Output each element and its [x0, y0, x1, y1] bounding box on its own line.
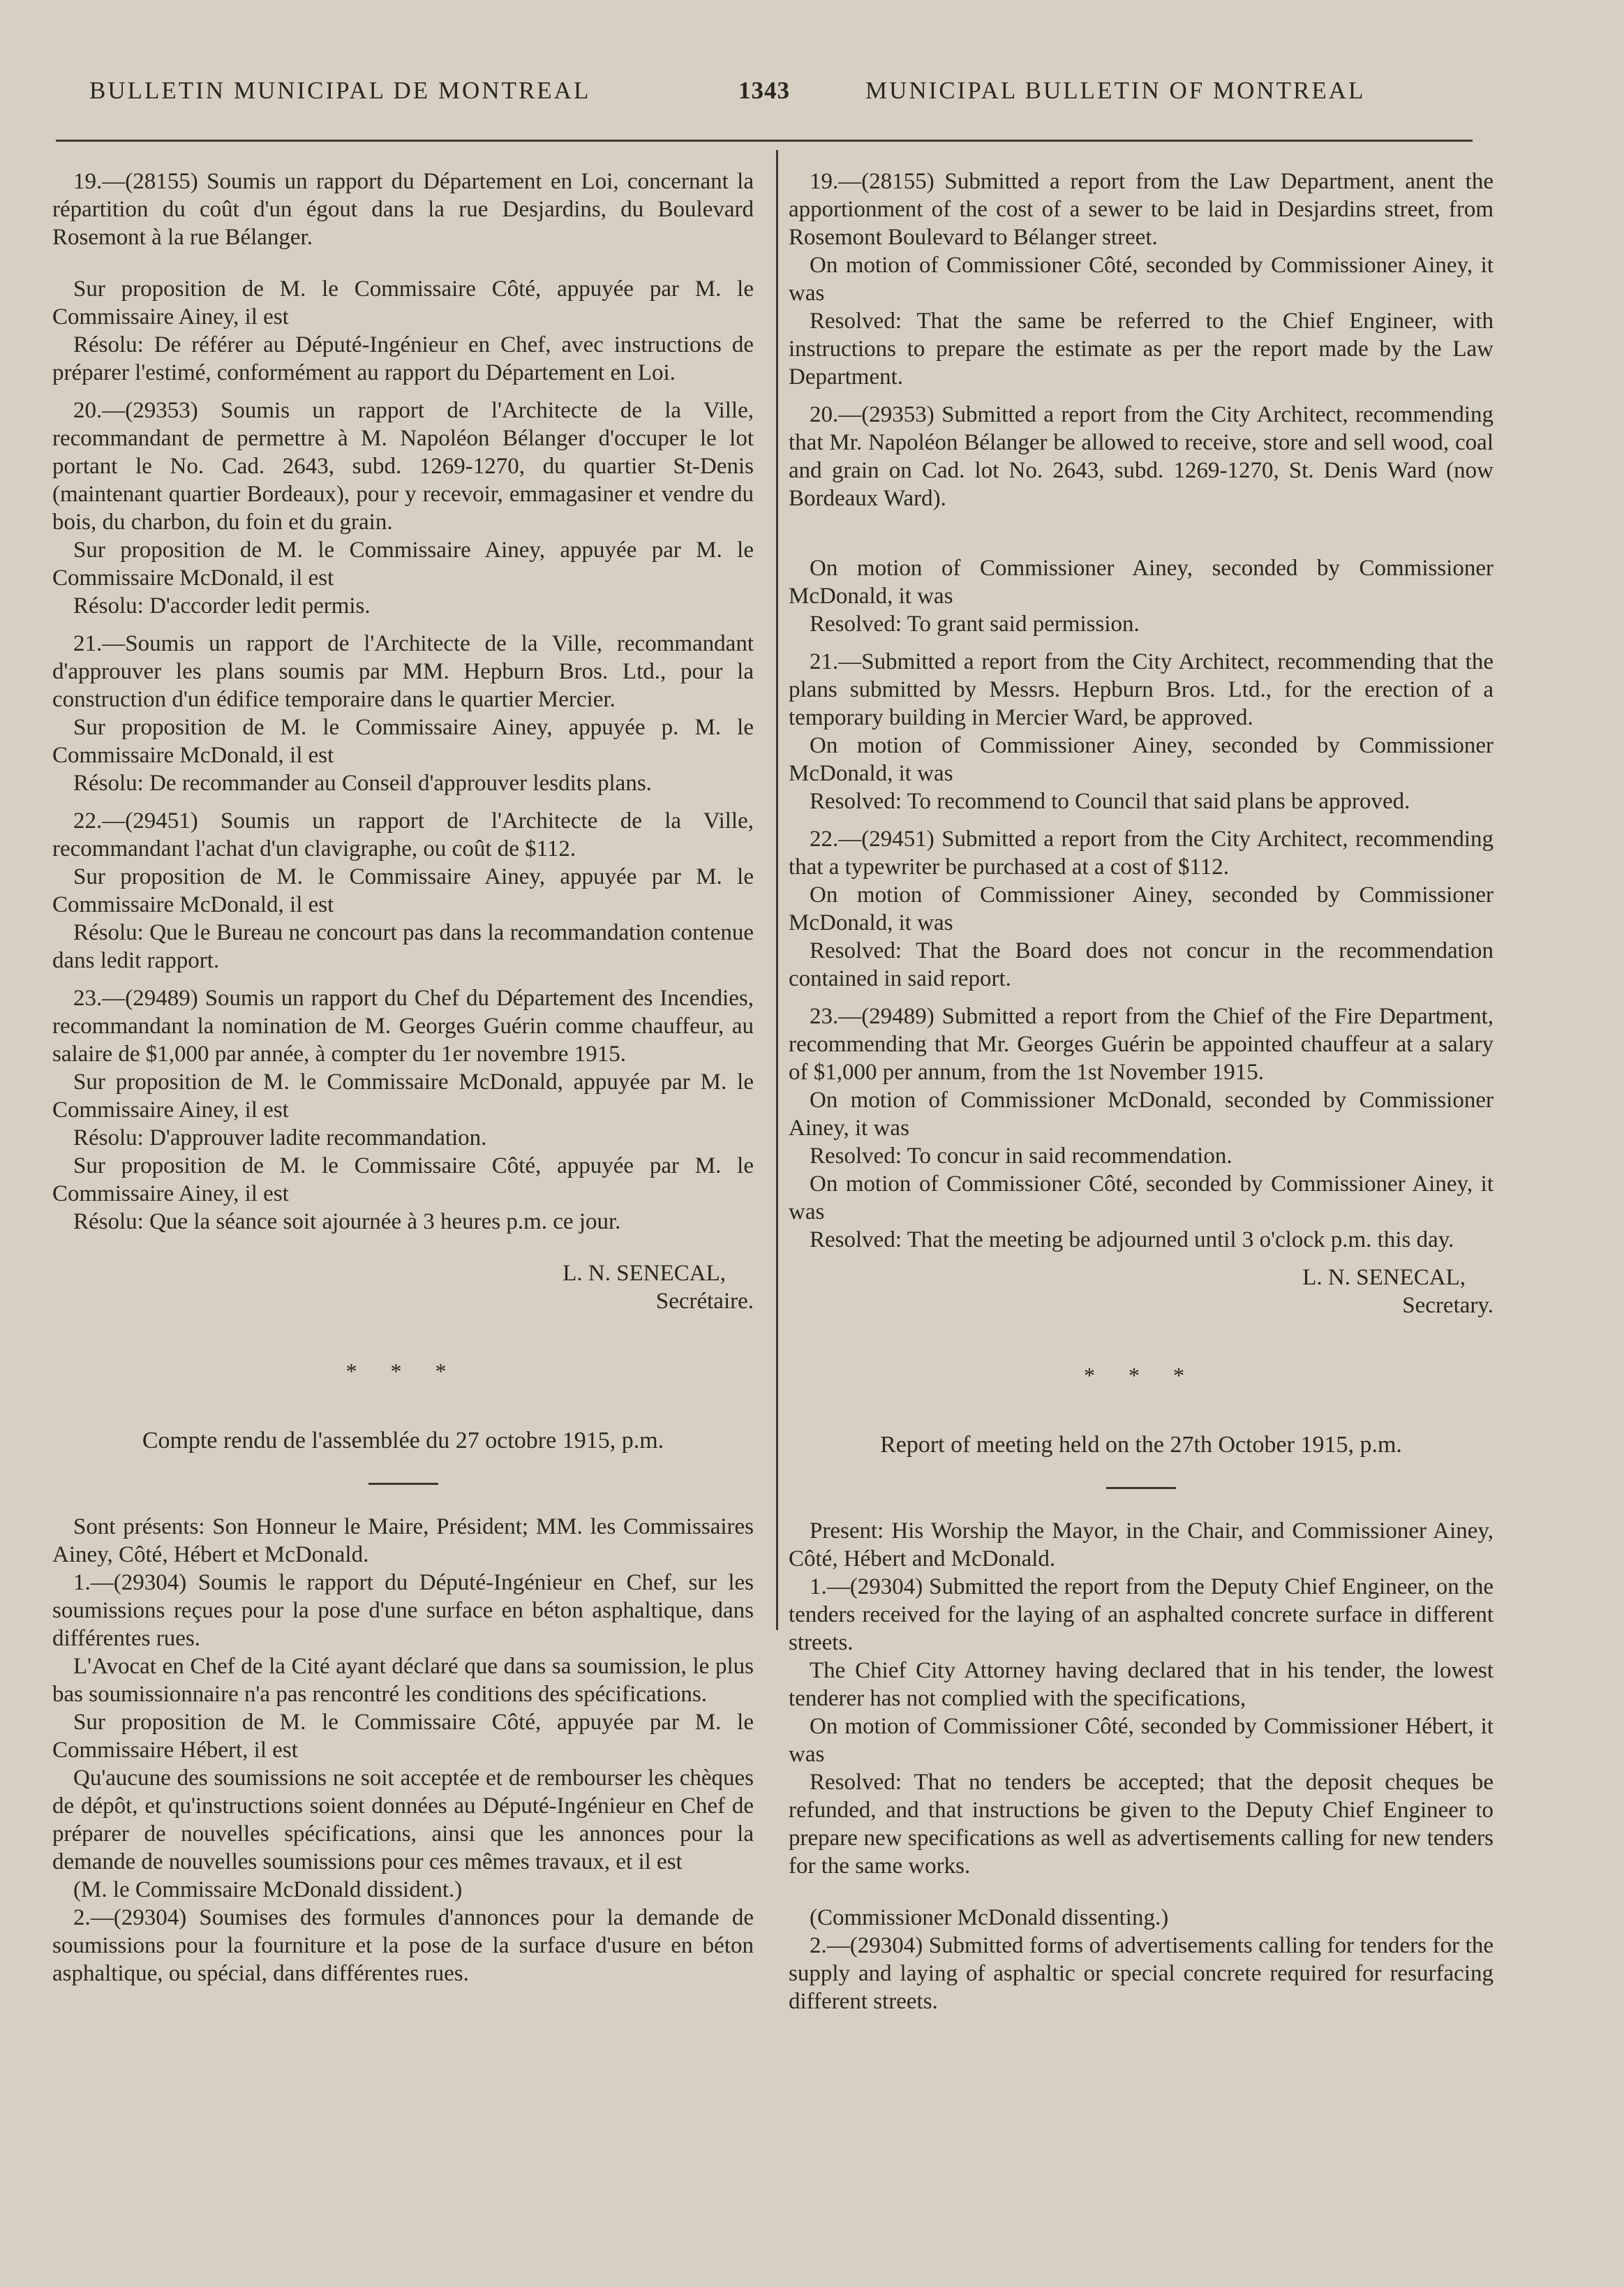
item-1-en: 1.—(29304) Submitted the report from the Deputy Chief Engineer, on the tenders received for the laying of an asphalted concrete surface in different streets. [789, 1574, 1493, 1655]
item-19-en: 19.—(28155) Submitted a report from the Law Department, anent the apportionment of the cost of a sewer to be laid in Desjardins street, from Rosemont Boulevard to Bélanger street. [789, 169, 1493, 250]
item-20-fr: 20.—(29353) Soumis un rapport de l'Architecte de la Ville, recommandant de permettre à M. Napoléon Bélanger d'occuper le lot portant le No. Cad. 2643, subd. 1269-1270, du quartier St-Denis (maintenant quartier Bordeaux), pour y recevoir, emmagasiner et vendre du bois, du charbon, du foin et du grain. [52, 398, 754, 535]
item-22-resolved-fr: Résolu: Que le Bureau ne concourt pas dans la recommandation contenue dans ledit rapport. [52, 920, 754, 973]
item-21-fr: 21.—Soumis un rapport de l'Architecte de la Ville, recommandant d'approuver les plans soumis par MM. Hepburn Bros. Ltd., pour la construction d'un édifice temporaire dans le quartier Mercier. [52, 631, 754, 712]
item-22-resolved-en: Resolved: That the Board does not concur in the recommendation contained in said report. [789, 938, 1493, 991]
signature-role-en: Secretary. [1402, 1293, 1493, 1318]
section-rule-en [1106, 1487, 1176, 1489]
adjourn-resolved-fr: Résolu: Que la séance soit ajournée à 3 heures p.m. ce jour. [73, 1209, 621, 1234]
section-title-fr: Compte rendu de l'assemblée du 27 octobre 1915, p.m. [142, 1428, 664, 1453]
item-21-motion-en: On motion of Commissioner Ainey, seconded by Commissioner McDonald, it was [789, 733, 1493, 786]
item-20-resolved-fr: Résolu: D'accorder ledit permis. [73, 593, 371, 619]
item-23-motion-fr: Sur proposition de M. le Commissaire McDonald, appuyée par M. le Commissaire Ainey, il est [52, 1070, 754, 1123]
item-20-motion-en: On motion of Commissioner Ainey, seconded by Commissioner McDonald, it was [789, 556, 1493, 609]
item-23-fr: 23.—(29489) Soumis un rapport du Chef du Département des Incendies, recommandant la nomination de M. Georges Guérin comme chauffeur, au salaire de $1,000 par année, à compter du 1er novembre 1915. [52, 986, 754, 1067]
item-21-resolved-fr: Résolu: De recommander au Conseil d'approuver lesdits plans. [73, 771, 652, 796]
item-20-motion-fr: Sur proposition de M. le Commissaire Ainey, appuyée par M. le Commissaire McDonald, il est [52, 538, 754, 591]
item-23-motion-en: On motion of Commissioner McDonald, seconded by Commissioner Ainey, it was [789, 1088, 1493, 1141]
item-2-fr: 2.—(29304) Soumises des formules d'annonces pour la demande de soumissions pour la fourniture et la pose de la surface d'usure en béton asphaltique, ou spécial, dans différentes rues. [52, 1905, 754, 1986]
signature-role-fr: Secrétaire. [655, 1289, 754, 1314]
item-1-motion-en: On motion of Commissioner Côté, seconded by Commissioner Hébert, it was [789, 1714, 1493, 1767]
adjourn-motion-en: On motion of Commissioner Côté, seconded by Commissioner Ainey, it was [789, 1171, 1493, 1224]
header-rule [56, 140, 1473, 142]
item-1-dissent-en: (Commissioner McDonald dissenting.) [810, 1905, 1169, 1930]
english-column [789, 168, 1493, 2015]
item-1-dissent-fr: (M. le Commissaire McDonald dissident.) [73, 1877, 463, 1902]
section-separator-fr: * * * [345, 1359, 461, 1384]
item-19-resolved-fr: Résolu: De référer au Député-Ingénieur en Chef, avec instructions de préparer l'estimé, conformément au rapport du Département en Loi. [52, 332, 754, 385]
item-21-en: 21.—Submitted a report from the City Architect, recommending that the plans submitted by Messrs. Hepburn Bros. Ltd., for the erection of a temporary building in Mercier Ward, be approved. [789, 649, 1493, 730]
header-title-french: BULLETIN MUNICIPAL DE MONTREAL [89, 77, 591, 104]
item-22-fr: 22.—(29451) Soumis un rapport de l'Architecte de la Ville, recommandant l'achat d'un clavigraphe, ou coût de $112. [52, 808, 754, 861]
section-separator-en: * * * [1084, 1363, 1198, 1388]
item-22-en: 22.—(29451) Submitted a report from the City Architect, recommending that a typewriter be purchased at a cost of $112. [789, 827, 1493, 880]
item-19-motion-fr: Sur proposition de M. le Commissaire Côté, appuyée par M. le Commissaire Ainey, il est [52, 276, 754, 330]
item-23-resolved-en: Resolved: To concur in said recommendation. [810, 1144, 1232, 1169]
adjourn-resolved-en: Resolved: That the meeting be adjourned until 3 o'clock p.m. this day. [810, 1227, 1454, 1252]
signature-fr: L. N. SENECAL, [563, 1261, 726, 1286]
item-22-motion-en: On motion of Commissioner Ainey, seconded by Commissioner McDonald, it was [789, 882, 1493, 935]
item-1-resolved-fr: Qu'aucune des soumissions ne soit acceptée et de rembourser les chèques de dépôt, et qu'instructions soient données au Député-Ingénieur en Chef de préparer de nouvelles spécifications, ainsi que les annonces pour la demande de nouvelles soumissions pour ces mêmes travaux, et il est [52, 1766, 754, 1874]
item-21-resolved-en: Resolved: To recommend to Council that said plans be approved. [810, 789, 1410, 814]
french-column [52, 168, 754, 1988]
item-1-resolved-en: Resolved: That no tenders be accepted; that the deposit cheques be refunded, and that instructions be given to the Deputy Chief Engineer to prepare new specifications as well as advertisements calling for new tenders for the same works. [789, 1770, 1493, 1879]
header-title-english: MUNICIPAL BULLETIN OF MONTREAL [865, 77, 1366, 104]
present-fr: Sont présents: Son Honneur le Maire, Président; MM. les Commissaires Ainey, Côté, Hébert et McDonald. [52, 1514, 754, 1567]
item-19-fr: 19.—(28155) Soumis un rapport du Département en Loi, concernant la répartition du coût d'un égout dans la rue Desjardins, du Boulevard Rosemont à la rue Bélanger. [52, 169, 754, 250]
item-2-en: 2.—(29304) Submitted forms of advertisements calling for tenders for the supply and laying of asphaltic or special concrete required for resurfacing different streets. [789, 1933, 1493, 2014]
present-en: Present: His Worship the Mayor, in the Chair, and Commissioner Ainey, Côté, Hébert and McDonald. [789, 1518, 1493, 1571]
adjourn-motion-fr: Sur proposition de M. le Commissaire Côté, appuyée par M. le Commissaire Ainey, il est [52, 1153, 754, 1206]
page-number: 1343 [738, 77, 790, 104]
column-divider [776, 150, 778, 1630]
signature-en: L. N. SENECAL, [1302, 1265, 1466, 1290]
item-19-motion-en: On motion of Commissioner Côté, seconded by Commissioner Ainey, it was [789, 253, 1493, 306]
item-21-motion-fr: Sur proposition de M. le Commissaire Ainey, appuyée p. M. le Commissaire McDonald, il est [52, 715, 754, 768]
item-23-en: 23.—(29489) Submitted a report from the Chief of the Fire Department, recommending that Mr. Georges Guérin be appointed chauffeur at a salary of $1,000 per annum, from the 1st November 1915. [789, 1004, 1493, 1085]
item-22-motion-fr: Sur proposition de M. le Commissaire Ainey, appuyée par M. le Commissaire McDonald, il est [52, 864, 754, 917]
section-title-en: Report of meeting held on the 27th October 1915, p.m. [880, 1432, 1402, 1458]
item-1-attorney-en: The Chief City Attorney having declared that in his tender, the lowest tenderer has not complied with the specifications, [789, 1658, 1493, 1711]
item-20-en: 20.—(29353) Submitted a report from the City Architect, recommending that Mr. Napoléon Bélanger be allowed to receive, store and sell wood, coal and grain on Cad. lot No. 2643, subd. 1269-1270, St. Denis Ward (now Bordeaux Ward). [789, 402, 1493, 511]
item-1-fr: 1.—(29304) Soumis le rapport du Député-Ingénieur en Chef, sur les soumissions reçues pour la pose d'une surface en béton asphaltique, dans différentes rues. [52, 1570, 754, 1651]
section-rule-fr [368, 1483, 438, 1485]
item-23-resolved-fr: Résolu: D'approuver ladite recommandation. [73, 1125, 487, 1150]
item-1-attorney-fr: L'Avocat en Chef de la Cité ayant déclaré que dans sa soumission, le plus bas soumissionnaire n'a pas rencontré les conditions des spécifications. [52, 1654, 754, 1707]
item-20-resolved-en: Resolved: To grant said permission. [810, 612, 1140, 637]
item-19-resolved-en: Resolved: That the same be referred to the Chief Engineer, with instructions to prepare the estimate as per the report made by the Law Department. [789, 309, 1493, 390]
item-1-motion-fr: Sur proposition de M. le Commissaire Côté, appuyée par M. le Commissaire Hébert, il est [52, 1710, 754, 1763]
